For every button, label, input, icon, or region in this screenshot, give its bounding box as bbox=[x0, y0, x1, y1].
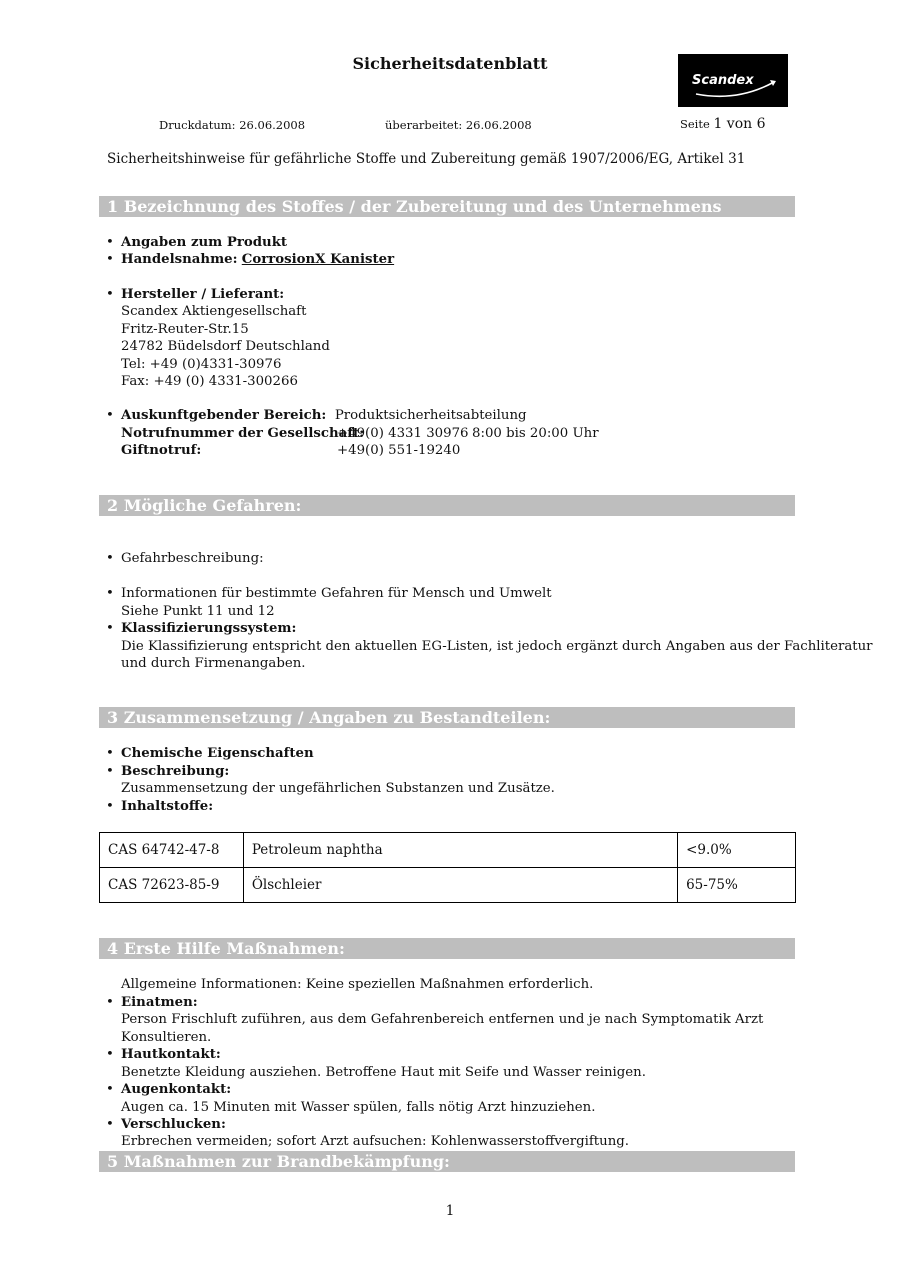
skin-label: Hautkontakt: bbox=[121, 1047, 221, 1062]
list-item: • Einatmen: bbox=[106, 994, 198, 1010]
address-line: 24782 Büdelsdorf Deutschland bbox=[121, 339, 330, 354]
address-line: Fax: +49 (0) 4331-300266 bbox=[121, 374, 298, 389]
desc-text: Zusammensetzung der ungefährlichen Substanzen und Zusätze. bbox=[121, 781, 555, 796]
page-number: 1 bbox=[445, 1203, 455, 1219]
address-line: Fritz-Reuter-Str.15 bbox=[121, 321, 249, 337]
list-item: • Hersteller / Lieferant: bbox=[106, 287, 285, 302]
scandex-logo bbox=[678, 54, 788, 107]
page-of-value: 1 von 6 bbox=[713, 116, 766, 132]
address-line: Scandex Aktiengesellschaft bbox=[121, 304, 307, 319]
ingredients-table bbox=[99, 832, 796, 903]
info-label: Auskunftgebender Bereich: bbox=[121, 408, 327, 423]
emergency-hours: 8:00 bis 20:00 Uhr bbox=[472, 426, 599, 441]
list-item: • Inhaltstoffe: bbox=[106, 798, 214, 814]
list-item: • Angaben zum Produkt bbox=[106, 235, 288, 250]
skin-text: Benetzte Kleidung ausziehen. Betroffene Haut mit Seife und Wasser reinigen. bbox=[121, 1064, 646, 1080]
section-4-heading: 4 Erste Hilfe Maßnahmen: bbox=[99, 938, 795, 959]
manufacturer-label: Hersteller / Lieferant: bbox=[121, 287, 285, 302]
classification-text: Die Klassifizierung entspricht den aktuellen EG-Listen, ist jedoch ergänzt durch Angaben aus der Fachliteratur bbox=[121, 638, 873, 654]
eye-text: Augen ca. 15 Minuten mit Wasser spülen, falls nötig Arzt hinzuziehen. bbox=[121, 1099, 596, 1115]
poison-line bbox=[121, 442, 201, 460]
general-info: Allgemeine Informationen: Keine speziellen Maßnahmen erforderlich. bbox=[121, 977, 594, 992]
section-5-heading: 5 Maßnahmen zur Brandbekämpfung: bbox=[99, 1151, 795, 1172]
table-row bbox=[100, 833, 796, 868]
list-item: • Handelsnahme: CorrosionX Kanister bbox=[106, 252, 395, 267]
page-indicator bbox=[680, 116, 766, 132]
inhalation-text: Konsultieren. bbox=[121, 1029, 212, 1045]
trade-name: CorrosionX Kanister bbox=[241, 252, 395, 267]
substance-cell: Ölschleier bbox=[243, 868, 677, 903]
print-date-value: 26.06.2008 bbox=[239, 118, 306, 132]
list-item: • Klassifizierungssystem: bbox=[106, 621, 297, 636]
list-item: • Informationen für bestimmte Gefahren für Mensch und Umwelt bbox=[106, 586, 552, 601]
swallow-text: Erbrechen vermeiden; sofort Arzt aufsuchen: Kohlenwasserstoffvergiftung. bbox=[121, 1134, 630, 1149]
inhalation-text: Person Frischluft zuführen, aus dem Gefahrenbereich entfernen und je nach Symptomatik Arzt bbox=[121, 1012, 764, 1027]
see-point: Siehe Punkt 11 und 12 bbox=[121, 603, 275, 619]
document-title: Sicherheitsdatenblatt bbox=[352, 54, 548, 73]
emergency-line bbox=[121, 425, 364, 443]
revised-date-label: überarbeitet: bbox=[385, 118, 463, 132]
logo-text: Scandex bbox=[692, 73, 754, 88]
section-1-heading: 1 Bezeichnung des Stoffes / der Zubereitung und des Unternehmens bbox=[99, 196, 795, 217]
desc-label: Beschreibung: bbox=[121, 763, 230, 779]
classification-text: und durch Firmenangaben. bbox=[121, 656, 306, 671]
poison-label: Giftnotruf: bbox=[121, 443, 202, 458]
cas-cell: CAS 72623-85-9 bbox=[100, 868, 244, 903]
hazard-info: Informationen für bestimmte Gefahren für Mensch und Umwelt bbox=[121, 586, 552, 601]
cas-cell: CAS 64742-47-8 bbox=[100, 833, 244, 868]
amount-cell: <9.0% bbox=[678, 833, 796, 868]
emergency-value: +49(0) 4331 30976 bbox=[337, 426, 469, 441]
page-label: Seite bbox=[680, 117, 710, 131]
list-item: • Gefahrbeschreibung: bbox=[106, 551, 264, 566]
list-item: • Augenkontakt: bbox=[106, 1082, 232, 1097]
revised-date bbox=[385, 118, 532, 132]
poison-value: +49(0) 551-19240 bbox=[337, 443, 461, 458]
address-line: Tel: +49 (0)4331-30976 bbox=[121, 356, 282, 372]
list-item: • Hautkontakt: bbox=[106, 1047, 221, 1062]
trade-label: Handelsnahme: bbox=[121, 252, 238, 267]
list-item: • Beschreibung: bbox=[106, 763, 230, 779]
substance-cell: Petroleum naphtha bbox=[243, 833, 677, 868]
swallow-label: Verschlucken: bbox=[121, 1117, 226, 1132]
chem-label: Chemische Eigenschaften bbox=[121, 746, 314, 761]
eye-label: Augenkontakt: bbox=[121, 1082, 232, 1097]
amount-cell: 65-75% bbox=[678, 868, 796, 903]
product-label: Angaben zum Produkt bbox=[121, 235, 288, 250]
hazard-description: Gefahrbeschreibung: bbox=[121, 551, 264, 566]
inhalation-label: Einatmen: bbox=[121, 994, 198, 1010]
section-3-heading: 3 Zusammensetzung / Angaben zu Bestandteilen: bbox=[99, 707, 795, 728]
table-row bbox=[100, 868, 796, 903]
print-date bbox=[159, 118, 305, 132]
list-item: • Verschlucken: bbox=[106, 1117, 226, 1132]
list-item: • Auskunftgebender Bereich: Produktsicherheitsabteilung bbox=[106, 408, 527, 423]
revised-date-value: 26.06.2008 bbox=[465, 118, 532, 132]
info-value: Produktsicherheitsabteilung bbox=[334, 408, 527, 423]
print-date-label: Druckdatum: bbox=[159, 118, 236, 132]
ingredients-label: Inhaltstoffe: bbox=[121, 798, 214, 814]
emergency-label: Notrufnummer der Gesellschaft: bbox=[121, 426, 365, 441]
intro-text: Sicherheitshinweise für gefährliche Stoffe und Zubereitung gemäß 1907/2006/EG, Artikel 31 bbox=[107, 151, 746, 167]
classification-label: Klassifizierungssystem: bbox=[121, 621, 297, 636]
section-2-heading: 2 Mögliche Gefahren: bbox=[99, 495, 795, 516]
list-item: • Chemische Eigenschaften bbox=[106, 746, 314, 761]
